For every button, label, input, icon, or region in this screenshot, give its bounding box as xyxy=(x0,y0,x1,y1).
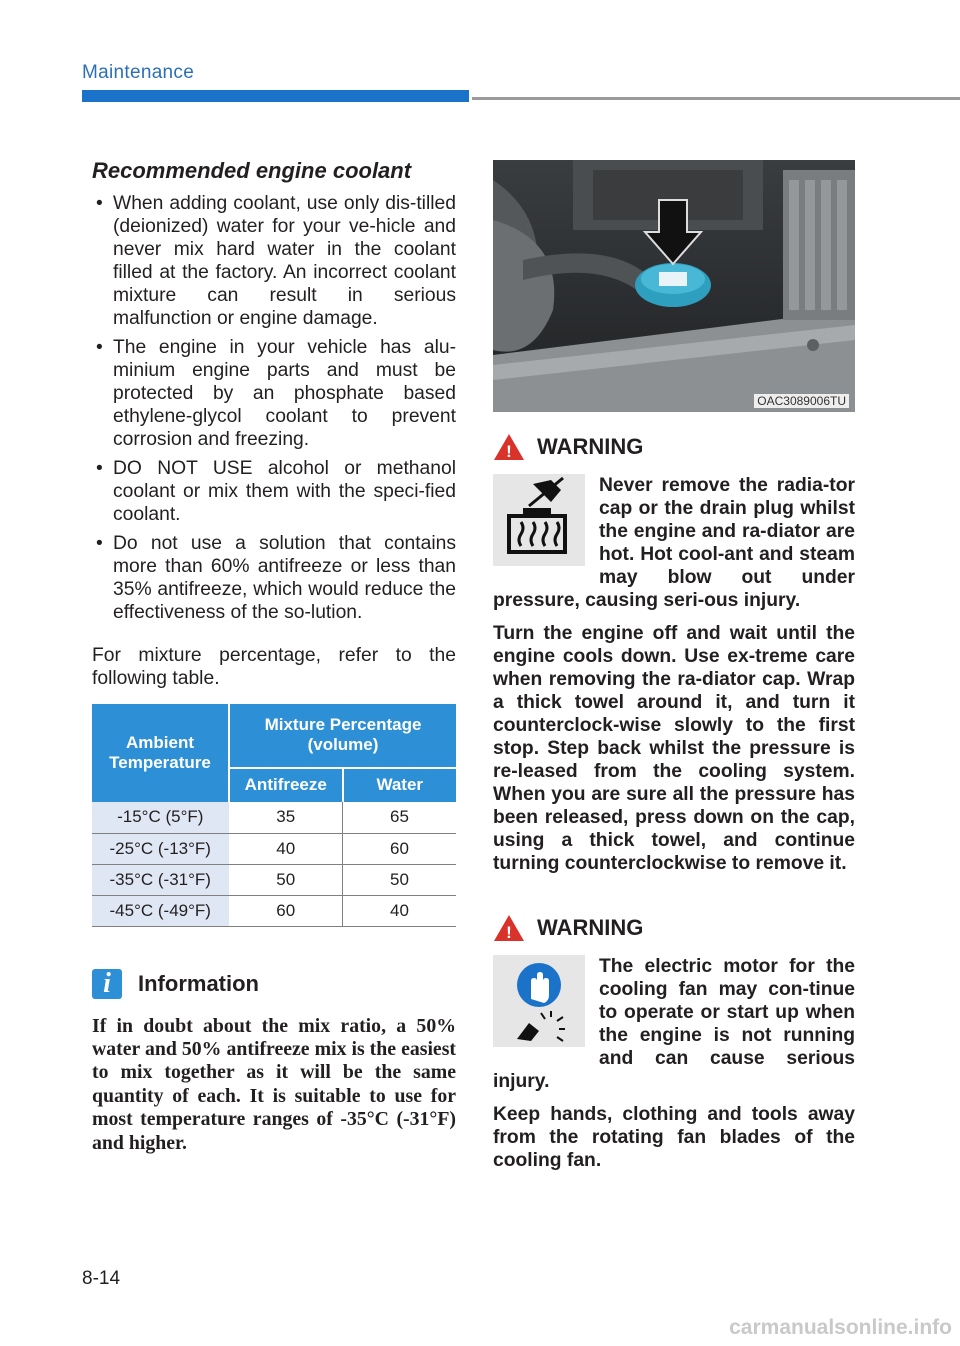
svg-text:!: ! xyxy=(506,923,512,942)
header-water: Water xyxy=(343,768,457,802)
section-heading: Recommended engine coolant xyxy=(92,158,412,183)
warning-title: WARNING xyxy=(537,434,644,459)
mix-intro: For mixture percentage, refer to the following table. xyxy=(92,645,456,689)
left-column xyxy=(92,158,456,1155)
info-icon: i xyxy=(92,969,122,999)
bullet-item: • DO NOT USE alcohol or methanol coolant or mix them with the speci-fied coolant. xyxy=(92,457,456,526)
warning-text: Keep hands, clothing and tools away from the rotating fan blades of the cooling fan. xyxy=(493,1104,855,1171)
radiator-cap-illustration xyxy=(493,160,855,412)
section-title: Maintenance xyxy=(82,62,195,83)
header-mixture: Mixture Percentage (volume) xyxy=(229,704,456,768)
antifreeze-cell: 40 xyxy=(229,833,343,864)
photo-code: OAC3089006TU xyxy=(754,394,849,408)
hot-radiator-icon xyxy=(493,474,585,566)
warning-text: Never remove the radia-tor cap or the drain plug whilst the engine and ra-diator are hot. Hot cool-ant and steam may blow out under pressure, causing seri-ous injury. xyxy=(493,475,855,611)
right-column xyxy=(493,160,855,1182)
temp-cell: -35°C (-31°F) xyxy=(92,864,229,895)
bullet-item: • Do not use a solution that contains more than 60% antifreeze or less than 35% antifreeze, which would reduce the effectiveness of the so-lution. xyxy=(92,532,456,624)
page-number: 8-14 xyxy=(82,1268,121,1289)
bullet-item: • When adding coolant, use only dis-tilled (deionized) water for your ve-hicle and never mix hard water in the coolant filled at the factory. An incorrect coolant mixture can result in serious malfunction or engine damage. xyxy=(92,192,456,330)
coolant-bullets xyxy=(92,192,456,624)
antifreeze-cell: 35 xyxy=(229,802,343,833)
water-cell: 60 xyxy=(343,833,457,864)
warning-header xyxy=(493,432,855,462)
water-cell: 50 xyxy=(343,864,457,895)
warning-header xyxy=(493,913,855,943)
warning-triangle-icon xyxy=(493,432,525,462)
temp-cell: -15°C (5°F) xyxy=(92,802,229,833)
table-row xyxy=(92,864,456,895)
temp-cell: -25°C (-13°F) xyxy=(92,833,229,864)
fan-hand-caution-icon xyxy=(493,955,585,1047)
warning-triangle-icon xyxy=(493,913,525,943)
table-row xyxy=(92,895,456,926)
temp-cell: -45°C (-49°F) xyxy=(92,895,229,926)
warning-body xyxy=(493,955,855,1182)
antifreeze-cell: 50 xyxy=(229,864,343,895)
warning-body xyxy=(493,474,855,885)
header-accent-bar xyxy=(82,90,469,102)
header-ambient: Ambient Temperature xyxy=(92,704,229,802)
svg-text:!: ! xyxy=(506,442,512,461)
warning-text: Turn the engine off and wait until the engine cools down. Use ex-treme care when removing the ra-diator cap. Wrap a thick towel around it, and turn it counterclock-wise slowly to the first stop. Step back whilst the pressure is re-leased from the cooling system. When you are sure all the pressure has been released, press down on the cap, using a thick towel, and continue turning counterclockwise to remove it. xyxy=(493,623,855,874)
water-cell: 65 xyxy=(343,802,457,833)
warning-title: WARNING xyxy=(537,915,644,940)
engine-bay-photo xyxy=(493,160,855,412)
warning-text: The electric motor for the cooling fan may con-tinue to operate or start up when the engine is not running and can cause serious injury. xyxy=(493,956,855,1092)
header-antifreeze: Antifreeze xyxy=(229,768,343,802)
information-title: Information xyxy=(138,970,259,996)
information-text: If in doubt about the mix ratio, a 50% water and 50% antifreeze mix is the easiest to mix together as it will be the same quantity of each. It is suitable to use for most temperature ranges of -35°C (-31°F) and higher. xyxy=(92,1014,456,1154)
bullet-item: • The engine in your vehicle has alu-minium engine parts and must be protected by an phosphate based ethylene-glycol coolant to prevent corrosion and freezing. xyxy=(92,336,456,451)
table-row xyxy=(92,802,456,833)
information-header xyxy=(92,969,456,999)
table-row xyxy=(92,833,456,864)
mixture-table xyxy=(92,704,456,927)
antifreeze-cell: 60 xyxy=(229,895,343,926)
watermark: carmanualsonline.info xyxy=(729,1316,952,1339)
header-divider xyxy=(472,97,960,100)
water-cell: 40 xyxy=(343,895,457,926)
